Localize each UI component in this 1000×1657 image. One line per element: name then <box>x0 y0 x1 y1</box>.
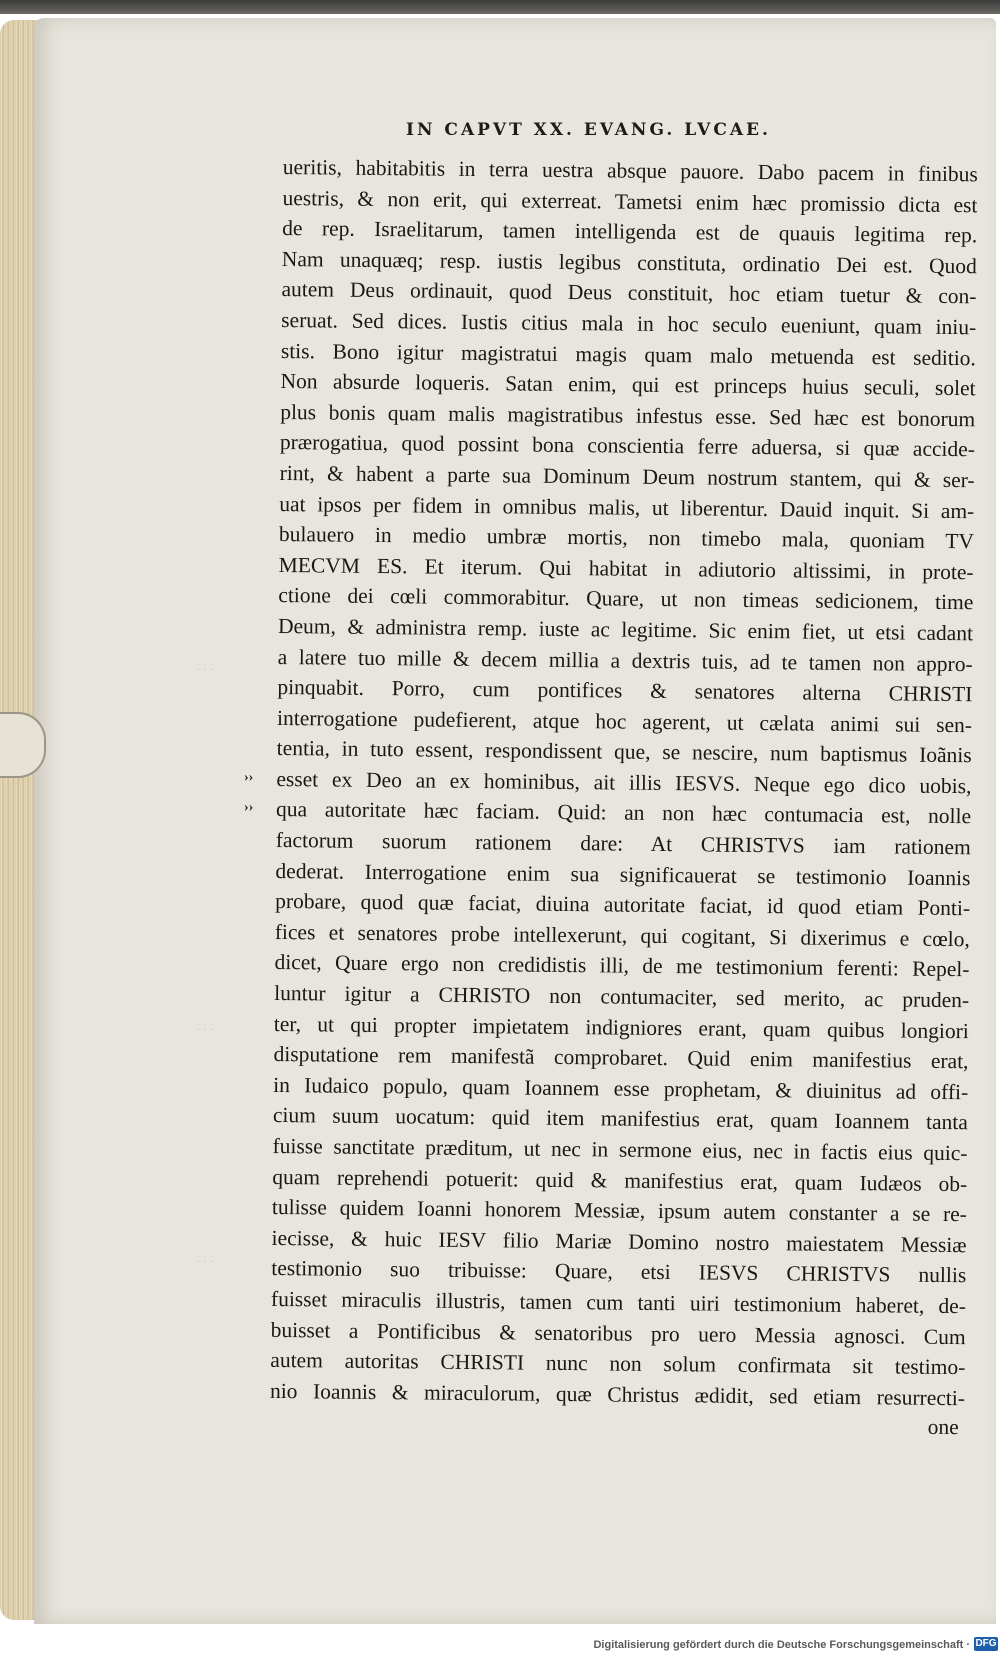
text-line: a latere tuo mille & decem millia a dextris tuis, ad te tamen non appro- <box>277 644 973 676</box>
text-line: tulisse quidem Ioanni honorem Messiæ, ipsum autem constanter a se re- <box>271 1195 968 1227</box>
text-line: esset ex Deo an ex hominibus, ait illis IESVS. Neque ego dico uobis, <box>276 766 972 799</box>
text-line: plus bonis quam malis magistratibus infestus esse. Sed hæc est bonorum <box>280 399 976 432</box>
text-line: uat ipsos per fidem in omnibus malis, ut liberentur. Dauid inquit. Si am- <box>279 491 975 523</box>
margin-quote-mark: ›› <box>244 770 254 785</box>
text-line: seruat. Sed dices. Iustis citius mala in hoc seculo eueniunt, quam iniu- <box>281 307 977 340</box>
text-line: fuisse sanctitate præditum, ut nec in sermone eius, nec in factis eius quic- <box>272 1133 968 1166</box>
text-line: luntur igitur a CHRISTO non contumaciter, sed merito, ac pruden- <box>274 980 970 1013</box>
footer-credit: Digitalisierung gefördert durch die Deutsche Forschungsgemeinschaft · <box>593 1639 970 1651</box>
text-line: Deum, & administra remp. iuste ac legitime. Sic enim fiet, ut etsi cadant <box>277 613 974 646</box>
bleed-through-mark: · · · <box>196 1254 214 1268</box>
text-line: fices et senatores probe intellexerunt, qui cogitant, Si dixerimus e cœlo, <box>274 919 970 952</box>
scan-top-edge <box>0 0 1000 14</box>
text-line: dederat. Interrogatione enim sua significauerat se testimonio Ioannis <box>275 858 971 890</box>
text-line: Non absurde loqueris. Satan enim, qui est princeps huius seculi, solet <box>280 369 976 401</box>
text-line: dicet, Quare ergo non credidistis illi, de me testimonium ferenti: Repel- <box>274 950 970 982</box>
text-line: uestris, & non erit, qui exterreat. Tametsi enim hæc promissio dicta est <box>282 185 978 217</box>
bleed-through-mark: · · · <box>196 662 214 676</box>
dfg-logo: DFG <box>975 1638 997 1649</box>
text-line: MECVM ES. Et iterum. Qui habitat in adiutorio altissimi, in prote- <box>278 552 974 584</box>
running-head: IN CAPVT XX. EVANG. LVCAE. <box>406 120 771 140</box>
text-line: disputatione rem manifestã comprobaret. Quid enim manifestius erat, <box>273 1042 969 1074</box>
text-line: rint, & habent a parte sua Dominum Deum nostrum stantem, qui & ser- <box>279 460 975 493</box>
text-line: stis. Bono igitur magistratui magis quam malo metuenda est seditio. <box>280 338 977 370</box>
text-line: quam reprehendi potuerit: quid & manifestius erat, quam Iudæos ob- <box>272 1164 968 1196</box>
text-line: in Iudaico populo, quam Ioannem esse prophetam, & diuinitus ad offi- <box>273 1072 969 1105</box>
text-line: de rep. Israelitarum, tamen intelligenda est de quauis legitima rep. <box>282 216 978 248</box>
margin-quote-mark: ›› <box>244 800 254 815</box>
text-line: ctione dei cœli commorabitur. Quare, ut non timeas sedicionem, time <box>278 583 974 615</box>
text-line: autem Deus ordinauit, quod Deus constituit, hoc etiam tuetur & con- <box>281 277 977 309</box>
text-line: autem autoritas CHRISTI nunc non solum confirmata sit testimo- <box>270 1348 966 1380</box>
text-line: buisset a Pontificibus & senatoribus pro uero Messia agnosci. Cum <box>270 1317 966 1349</box>
text-line: tentia, in tuto essent, respondissent que, se nescire, num baptismus Ioãnis <box>276 736 972 768</box>
text-line: probare, quod quæ faciat, diuina autoritate faciat, id quod etiam Ponti- <box>275 889 971 921</box>
text-line: ueritis, habitabitis in terra uestra absque pauore. Dabo pacem in finibus <box>282 154 978 187</box>
text-line: ter, ut qui propter impietatem indigniores erant, quam quibus longiori <box>273 1011 969 1043</box>
text-line: cium suum uocatum: quid item manifestius erat, quam Ioannem tanta <box>272 1103 968 1135</box>
bleed-through-mark: · · · <box>196 1022 214 1036</box>
text-line: iecisse, & huic IESV filio Mariæ Domino nostro maiestatem Messiæ <box>271 1225 967 1257</box>
text-line: bulauero in medio umbræ mortis, non timebo mala, quoniam TV <box>278 522 975 554</box>
text-line: interrogatione pudefierent, atque hoc agerent, ut cælata animi sui sen- <box>276 705 973 737</box>
text-line: nio Ioannis & miraculorum, quæ Christus ædidit, sed etiam resurrecti- <box>269 1378 966 1410</box>
text-line: factorum suorum rationem dare: At CHRISTVS iam rationem <box>275 828 971 860</box>
text-line: prærogatiua, quod possint bona conscientia ferre aduersa, si quæ accide- <box>279 430 976 462</box>
catchword: one <box>927 1415 959 1440</box>
text-line: fuisset miraculis illustris, tamen cum tanti uiri testimonium haberet, de- <box>270 1286 967 1319</box>
text-line: testimonio suo tribuisse: Quare, etsi IESVS CHRISTVS nullis <box>271 1256 967 1288</box>
text-line: qua autoritate hæc faciam. Quid: an non hæc contumacia est, nolle <box>275 797 972 829</box>
text-line: pinquabit. Porro, cum pontifices & senatores alterna CHRISTI <box>277 675 973 707</box>
text-line: Nam unaquæq; resp. iustis legibus constituta, ordinatio Dei est. Quod <box>281 246 977 279</box>
book-clasp <box>0 712 46 778</box>
body-text <box>270 152 978 1441</box>
